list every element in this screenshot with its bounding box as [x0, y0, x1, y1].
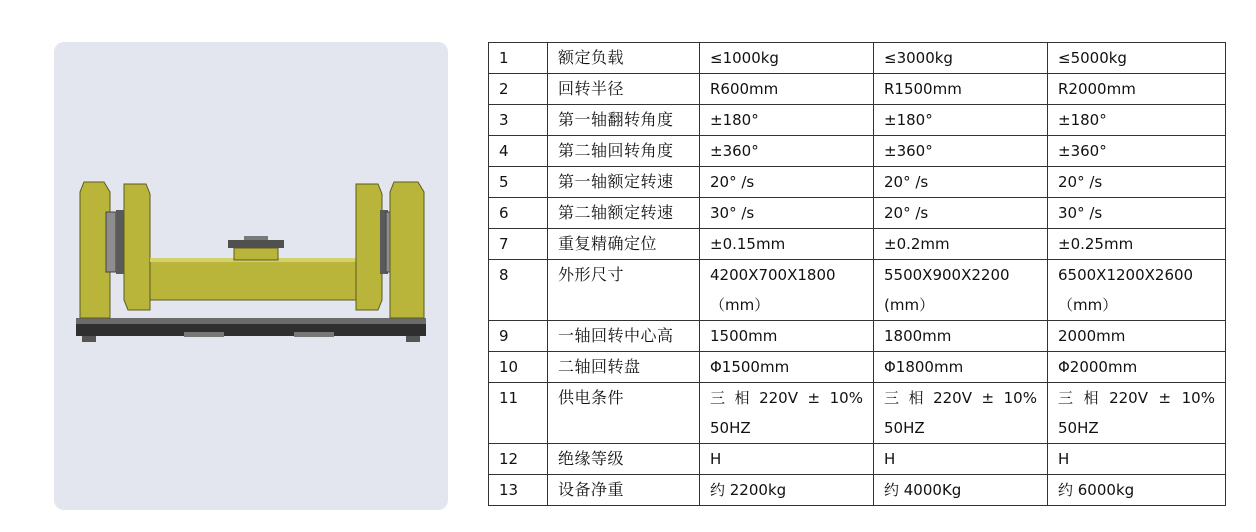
param-name: 绝缘等级 [548, 444, 700, 475]
row-number: 3 [489, 105, 548, 136]
value-model-1: ±0.15mm [700, 229, 874, 260]
row-number: 5 [489, 167, 548, 198]
power-spec: 三 相 220V ± 10% [884, 389, 1037, 407]
table-row [489, 321, 1226, 352]
power-spec: 三 相 220V ± 10% [1058, 389, 1215, 407]
value-model-2: ±360° [874, 136, 1048, 167]
value-model-1 [700, 260, 874, 321]
param-name: 额定负载 [548, 43, 700, 74]
table-row [489, 74, 1226, 105]
value-model-1: 约 2200kg [700, 475, 874, 506]
value-model-2: R1500mm [874, 74, 1048, 105]
param-name: 第一轴额定转速 [548, 167, 700, 198]
power-spec: 三 相 220V ± 10% [710, 389, 863, 407]
row-number: 8 [489, 260, 548, 321]
value-model-2: 20° /s [874, 198, 1048, 229]
value-model-1: 20° /s [700, 167, 874, 198]
value-model-2 [874, 383, 1048, 444]
param-name: 供电条件 [548, 383, 700, 444]
value-model-3: 约 6000kg [1048, 475, 1226, 506]
value-model-3: 30° /s [1048, 198, 1226, 229]
table-row [489, 198, 1226, 229]
value-model-1: ≤1000kg [700, 43, 874, 74]
table-row [489, 43, 1226, 74]
table-row [489, 167, 1226, 198]
value-model-2: Φ1800mm [874, 352, 1048, 383]
value-model-2: 20° /s [874, 167, 1048, 198]
param-name: 一轴回转中心高 [548, 321, 700, 352]
value-model-1: 1500mm [700, 321, 874, 352]
value-model-3: ±180° [1048, 105, 1226, 136]
row-number: 11 [489, 383, 548, 444]
value-model-3: H [1048, 444, 1226, 475]
dual-axis-positioner-icon [54, 42, 448, 510]
table-row [489, 229, 1226, 260]
row-number: 4 [489, 136, 548, 167]
value-model-2: H [874, 444, 1048, 475]
param-name: 设备净重 [548, 475, 700, 506]
dimension-value: 4200X700X1800 [710, 266, 836, 284]
table-row [489, 352, 1226, 383]
row-number: 2 [489, 74, 548, 105]
value-model-1 [700, 383, 874, 444]
table-row [489, 383, 1226, 444]
table-row [489, 444, 1226, 475]
value-model-1: 30° /s [700, 198, 874, 229]
param-name: 第二轴额定转速 [548, 198, 700, 229]
table-row [489, 260, 1226, 321]
dimension-value: 6500X1200X2600 [1058, 266, 1194, 284]
row-number: 7 [489, 229, 548, 260]
param-name: 二轴回转盘 [548, 352, 700, 383]
value-model-3: 20° /s [1048, 167, 1226, 198]
param-name: 第二轴回转角度 [548, 136, 700, 167]
value-model-2: 1800mm [874, 321, 1048, 352]
value-model-3: 2000mm [1048, 321, 1226, 352]
power-frequency: 50HZ [1058, 419, 1099, 437]
power-frequency: 50HZ [710, 419, 751, 437]
table-row [489, 136, 1226, 167]
param-name: 回转半径 [548, 74, 700, 105]
value-model-3: ±360° [1048, 136, 1226, 167]
value-model-2 [874, 260, 1048, 321]
param-name: 外形尺寸 [548, 260, 700, 321]
value-model-1: R600mm [700, 74, 874, 105]
value-model-1: Φ1500mm [700, 352, 874, 383]
value-model-2: ±0.2mm [874, 229, 1048, 260]
param-name: 第一轴翻转角度 [548, 105, 700, 136]
param-name: 重复精确定位 [548, 229, 700, 260]
value-model-2: 约 4000Kg [874, 475, 1048, 506]
value-model-3 [1048, 383, 1226, 444]
value-model-3: ±0.25mm [1048, 229, 1226, 260]
value-model-2: ≤3000kg [874, 43, 1048, 74]
value-model-3: Φ2000mm [1048, 352, 1226, 383]
power-frequency: 50HZ [884, 419, 925, 437]
row-number: 13 [489, 475, 548, 506]
dimension-unit: （mm） [1058, 296, 1118, 314]
spec-table [488, 42, 1226, 506]
row-number: 9 [489, 321, 548, 352]
value-model-2: ±180° [874, 105, 1048, 136]
table-row [489, 105, 1226, 136]
value-model-1: ±360° [700, 136, 874, 167]
table-row [489, 475, 1226, 506]
product-image-panel [54, 42, 448, 510]
dimension-value: 5500X900X2200 [884, 266, 1010, 284]
value-model-3: R2000mm [1048, 74, 1226, 105]
dimension-unit: (mm） [884, 296, 935, 314]
dimension-unit: （mm） [710, 296, 770, 314]
value-model-3 [1048, 260, 1226, 321]
value-model-1: ±180° [700, 105, 874, 136]
value-model-3: ≤5000kg [1048, 43, 1226, 74]
value-model-1: H [700, 444, 874, 475]
row-number: 1 [489, 43, 548, 74]
row-number: 10 [489, 352, 548, 383]
row-number: 6 [489, 198, 548, 229]
row-number: 12 [489, 444, 548, 475]
